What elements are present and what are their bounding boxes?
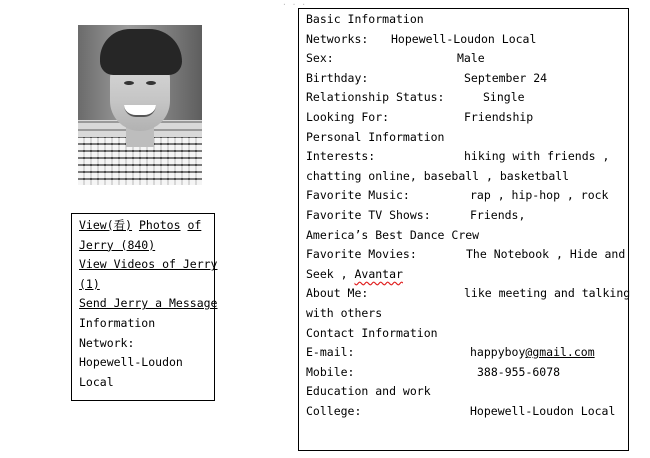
basic-info-heading: Basic Information bbox=[306, 12, 424, 26]
sex-label: Sex: bbox=[306, 51, 334, 66]
videos-link-line-2[interactable] bbox=[79, 275, 214, 295]
left-eye bbox=[124, 81, 134, 85]
email-value[interactable] bbox=[470, 343, 595, 363]
tv-value-line-1: Friends, bbox=[470, 207, 526, 222]
message-link-line[interactable] bbox=[79, 294, 218, 314]
relationship-value: Single bbox=[483, 90, 525, 105]
email-domain-link[interactable]: @gmail.com bbox=[525, 345, 595, 360]
music-value: rap , hip-hop , rock bbox=[470, 188, 609, 203]
college-label: College: bbox=[306, 403, 362, 418]
education-heading: Education and work bbox=[306, 384, 431, 399]
email-label: E-mail: bbox=[306, 345, 355, 360]
sex-value: Male bbox=[457, 51, 485, 66]
network-value-line-2: Local bbox=[79, 374, 114, 389]
scan-artifact: · · · bbox=[282, 0, 307, 9]
contact-info-heading: Contact Information bbox=[306, 325, 438, 340]
hair bbox=[100, 29, 182, 75]
about-value-line-1: like meeting and talking bbox=[464, 286, 631, 301]
send-message-link[interactable]: Send Jerry a Message bbox=[79, 296, 218, 311]
interests-value-line-1: hiking with friends , bbox=[464, 149, 610, 164]
mobile-label: Mobile: bbox=[306, 364, 355, 379]
profile-info-box bbox=[298, 8, 629, 451]
misspelled-word: Avantar bbox=[354, 266, 403, 281]
birthday-value: September 24 bbox=[464, 70, 548, 85]
networks-label: Networks: bbox=[306, 31, 369, 46]
mobile-value: 388-955-6078 bbox=[477, 364, 561, 379]
movies-label: Favorite Movies: bbox=[306, 247, 417, 262]
profile-actions-box bbox=[71, 213, 218, 401]
photos-link-part-2[interactable]: Photos bbox=[138, 218, 181, 232]
email-user: happyboy bbox=[470, 345, 526, 360]
looking-for-label: Looking For: bbox=[306, 109, 390, 124]
about-value-line-2: with others bbox=[306, 305, 383, 320]
videos-link-part-2[interactable]: (1) bbox=[79, 276, 100, 291]
movies-value-line-2: Seek , Avantar bbox=[306, 266, 403, 281]
interests-value-line-2: chatting online, baseball , basketball bbox=[306, 168, 570, 183]
tv-value-line-2: America’s Best Dance Crew bbox=[306, 227, 480, 242]
interests-label: Interests: bbox=[306, 149, 376, 164]
videos-link-line-1[interactable] bbox=[79, 255, 218, 275]
network-value-line-1: Hopewell-Loudon bbox=[79, 355, 183, 370]
college-value: Hopewell-Loudon Local bbox=[470, 403, 616, 418]
networks-value: Hopewell-Loudon Local bbox=[391, 31, 537, 46]
photos-link-part-3[interactable]: of bbox=[187, 218, 202, 232]
videos-link-part-1[interactable]: View Videos of Jerry bbox=[79, 257, 218, 272]
photos-link-part-4[interactable]: Jerry (840) bbox=[79, 237, 156, 252]
photos-link-line-1[interactable] bbox=[79, 216, 209, 236]
birthday-label: Birthday: bbox=[306, 70, 369, 85]
relationship-label: Relationship Status: bbox=[306, 90, 445, 105]
photos-link-line-2[interactable] bbox=[79, 236, 214, 256]
network-label: Network: bbox=[79, 335, 135, 350]
music-label: Favorite Music: bbox=[306, 188, 410, 203]
info-heading: Information bbox=[79, 315, 156, 330]
looking-for-value: Friendship bbox=[464, 109, 534, 124]
photos-link-part-1[interactable]: View(看) bbox=[79, 218, 133, 232]
personal-info-heading: Personal Information bbox=[306, 129, 445, 144]
tv-label: Favorite TV Shows: bbox=[306, 207, 431, 222]
profile-photo[interactable] bbox=[78, 25, 202, 185]
about-label: About Me: bbox=[306, 286, 369, 301]
movies-value-line-1: The Notebook , Hide and bbox=[466, 247, 626, 262]
right-eye bbox=[146, 81, 156, 85]
